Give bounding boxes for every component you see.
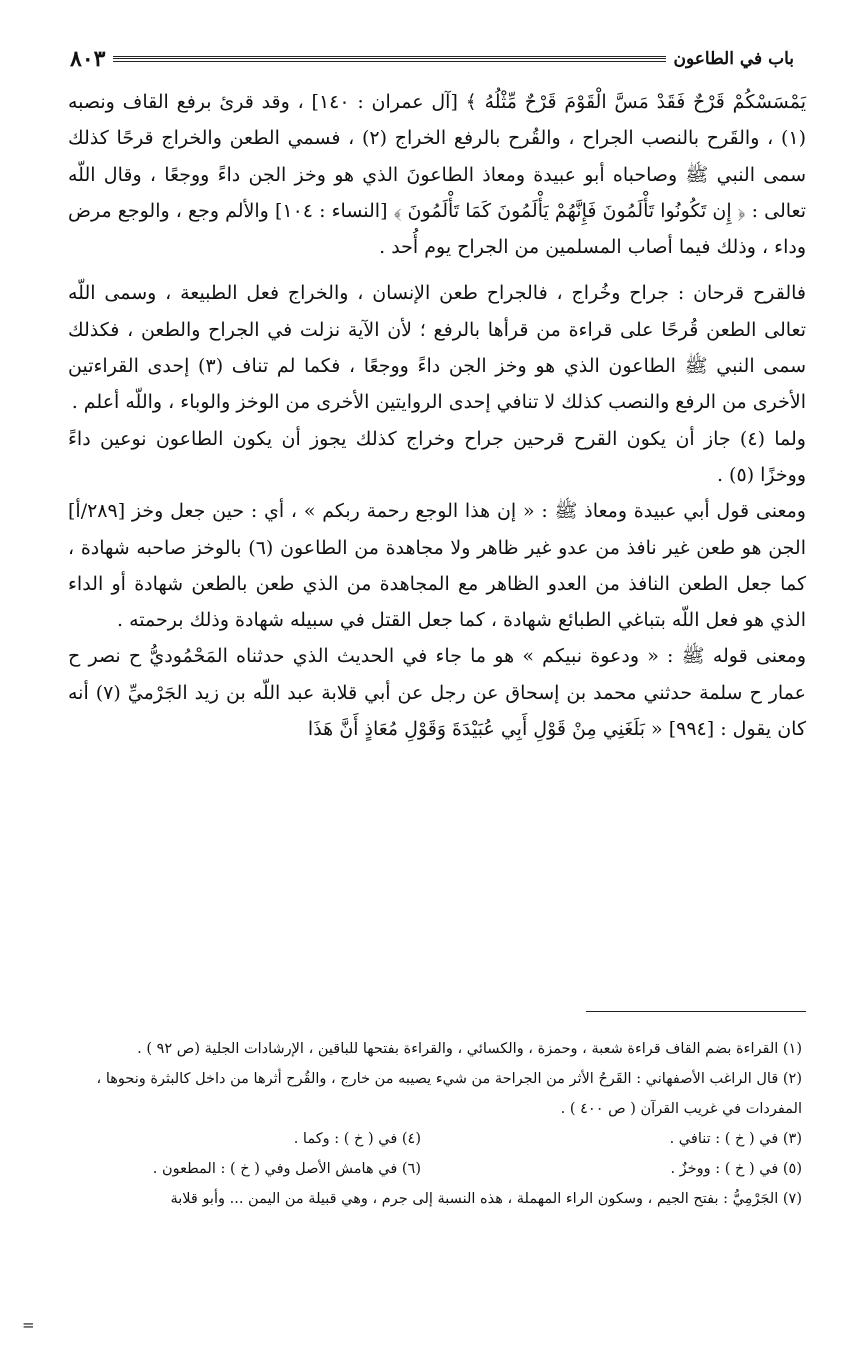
header-rule	[113, 56, 665, 62]
paragraph: ومعنى قوله ﷺ : « ودعوة نبيكم » هو ما جاء في الحديث الذي حدثناه المَحْمُوديُّ ح نصر ح عمار ح سلمة حدثني محمد بن إسحاق عن رجل عن أبي قلابة عبد اللّه بن زيد الجَرْميِّ (٧) أنه كان يقول : [٩٩٤] « بَلَغَنِي مِنْ قَوْلِ أَبِي عُبَيْدَةَ وَقَوْلِ مُعَاذٍ أَنَّ هَذَا	[68, 645, 806, 741]
footnote-separator	[586, 1011, 806, 1012]
footnote: (٢) قال الراغب الأصفهاني : القَرحُ الأثر من الجراحة من شيء يصيبه من خارج ، والقُرح أثرها من داخل كالبثرة ونحوها ، المفردات في غريب القرآن ( ص ٤٠٠ ) .	[96, 1071, 802, 1117]
footnotes	[40, 1034, 802, 1214]
chapter-title: باب في الطاعون	[673, 49, 794, 69]
footnote: (١) القراءة بضم القاف قراءة شعبة ، وحمزة ، والكسائي ، والقراءة بفتحها للباقين ، الإرشادات الجلية (ص ٩٢ ) .	[137, 1041, 802, 1057]
paragraph: يَمْسَسْكُمْ قَرْحٌ فَقَدْ مَسَّ الْقَوْمَ قَرْحٌ مِّثْلُهُ ﴾ [آل عمران : ١٤٠] ، وقد قرئ برفع القاف ونصبه (١) ، والقَرح بالنصب الجراح ، والقُرح بالرفع الخراج (٢) ، فسمي الطعن والخراج قرحًا كذلك سمى النبي ﷺ وصاحباه أبو عبيدة ومعاذ الطاعونَ الذي هو وخز الجن داءً ووجعًا ، وقال اللّه تعالى : ﴿ إِن تَكُونُوا تَأْلَمُونَ فَإِنَّهُمْ يَأْلَمُونَ كَمَا تَأْلَمُونَ ﴾ [النساء : ١٠٤] والألم وجع ، والوجع مرض وداء ، وذلك فيما أصاب المسلمين من الجراح يوم أُحد .	[68, 91, 806, 259]
footnote: (٤) في ( خ ) : وكما .	[293, 1131, 421, 1147]
paragraph: فالقرح قرحان : جراح وخُراج ، فالجراح طعن الإنسان ، والخراج فعل الطبيعة ، وسمى اللّه تعالى الطعن قُرحًا على قراءة من قرأها بالرفع ؛ لأن الآية نزلت في الجراح والطعن ، فكذلك سمى النبي ﷺ الطاعون الذي هو وخز الجن داءً ووجعًا ، فكما لم تناف (٣) إحدى القراءتين الأخرى من الرفع والنصب كذلك لا تنافي إحدى الروايتين الأخرى من الوخز والوباء ، واللّه أعلم .	[68, 282, 806, 414]
page-header	[70, 42, 794, 76]
footnote-row	[40, 1124, 802, 1154]
footnote: (٥) في ( خ ) : ووخزٌ .	[670, 1161, 802, 1177]
paragraph: ولما (٤) جاز أن يكون القرح قرحين جراح وخراج كذلك يجوز أن يكون الطاعون نوعين داءً ووخزًا (٥) .	[68, 427, 806, 486]
footnote: (٧) الجَرْمِيُّ : بفتح الجيم ، وسكون الراء المهملة ، هذه النسبة إلى جرم ، وهي قبيلة من اليمن ... وأبو قلابة	[170, 1191, 802, 1207]
continuation-mark: =	[22, 1316, 35, 1334]
footnote: (٣) في ( خ ) : تنافي .	[669, 1131, 802, 1147]
page-number: ٨٠٣	[70, 46, 106, 72]
footnote-row	[40, 1154, 802, 1184]
main-text	[68, 84, 806, 747]
footnote: (٦) في هامش الأصل وفي ( خ ) : المطعون .	[152, 1161, 421, 1177]
paragraph: ومعنى قول أبي عبيدة ومعاذ ﷺ : « إن هذا الوجع رحمة ربكم » ، أي : حين جعل وخز [٢٨٩/أ] الجن هو طعن غير نافذ من عدو غير ظاهر ولا مجاهدة من الطاعون (٦) بالوخز صاحبه شهادة ، كما جعل الطعن النافذ من العدو الظاهر مع المجاهدة من الذي طعن بالطعن شهادة أو الداء الذي هو فعل اللّه بتباغي الطبائع شهادة ، كما جعل القتل في سبيله شهادة وذلك برحمته .	[68, 500, 806, 632]
